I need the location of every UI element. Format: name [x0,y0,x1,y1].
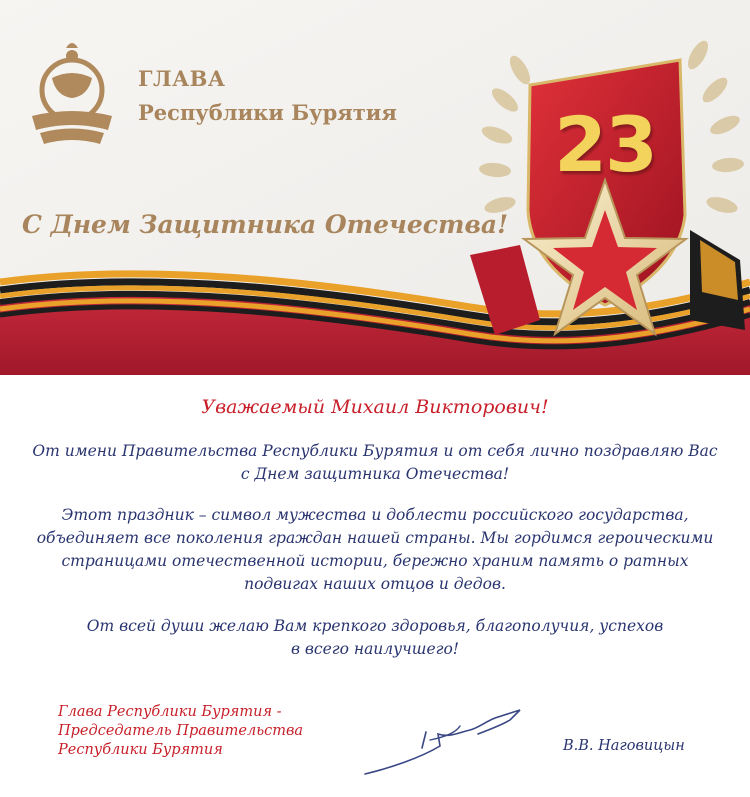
signer-title-line: Республики Бурятия [58,742,223,758]
handwritten-signature [360,708,535,783]
paragraph-line: в всего наилучшего! [290,640,460,658]
badge-number-23: 23 [554,100,656,189]
paragraph-1 [20,440,730,486]
salutation: Уважаемый Михаил Викторович! [201,396,549,418]
holiday-greeting-title: С Днем Защитника Отечества! [22,210,509,239]
signer-title-line: Председатель Правительства [58,723,304,739]
paragraph-line: подвигах наших отцов и дедов. [244,575,506,593]
paragraph-line: От всей души желаю Вам крепкого здоровья, благополучия, успехов [86,617,664,635]
buryatia-emblem-icon [22,38,122,150]
paragraph-line: страницами отечественной истории, бережно храним память о ратных [61,552,689,570]
paragraph-line: объединяет все поколения граждан нашей страны. Мы гордимся героическими [36,529,714,547]
header-title-line1: ГЛАВА [138,66,226,91]
paragraph-line: От имени Правительства Республики Бурятия и от себя лично поздравляю Вас [32,442,718,460]
paragraph-2 [20,504,730,596]
header-title-line2: Республики Бурятия [138,100,397,125]
paragraph-3 [20,615,730,661]
signer-title [58,703,303,760]
signer-name: В.В. Наговицын [563,738,685,754]
paragraph-line: Этот праздник – символ мужества и доблести российского государства, [61,506,689,524]
paragraph-line: с Днем защитника Отечества! [240,465,510,483]
signer-title-line: Глава Республики Бурятия - [58,704,282,720]
